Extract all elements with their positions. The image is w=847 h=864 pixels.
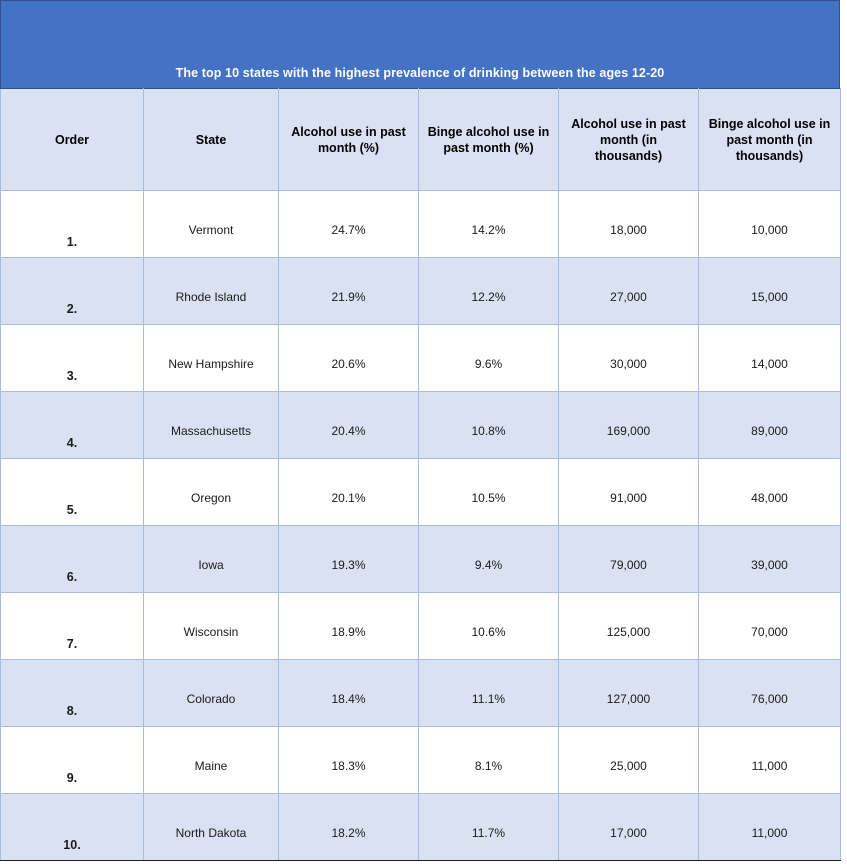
cell-alcohol-pct: 19.3% bbox=[279, 526, 419, 593]
cell-alcohol-thousands: 79,000 bbox=[559, 526, 699, 593]
table-row bbox=[1, 593, 841, 660]
cell-binge-thousands: 15,000 bbox=[699, 258, 841, 325]
table-body bbox=[1, 191, 841, 861]
cell-alcohol-thousands: 27,000 bbox=[559, 258, 699, 325]
cell-alcohol-pct: 20.1% bbox=[279, 459, 419, 526]
cell-binge-thousands: 14,000 bbox=[699, 325, 841, 392]
cell-alcohol-pct: 24.7% bbox=[279, 191, 419, 258]
cell-binge-pct: 8.1% bbox=[419, 727, 559, 794]
cell-state: Iowa bbox=[144, 526, 279, 593]
table-row bbox=[1, 459, 841, 526]
cell-order: 8. bbox=[1, 660, 144, 727]
cell-alcohol-thousands: 127,000 bbox=[559, 660, 699, 727]
table-row bbox=[1, 526, 841, 593]
cell-binge-pct: 9.6% bbox=[419, 325, 559, 392]
cell-alcohol-thousands: 91,000 bbox=[559, 459, 699, 526]
table-row bbox=[1, 258, 841, 325]
cell-alcohol-pct: 18.2% bbox=[279, 794, 419, 861]
column-header-alcohol-pct: Alcohol use in past month (%) bbox=[279, 89, 419, 191]
cell-binge-thousands: 89,000 bbox=[699, 392, 841, 459]
cell-state: Oregon bbox=[144, 459, 279, 526]
cell-binge-pct: 10.5% bbox=[419, 459, 559, 526]
cell-state: Wisconsin bbox=[144, 593, 279, 660]
column-header-order: Order bbox=[1, 89, 144, 191]
cell-alcohol-pct: 21.9% bbox=[279, 258, 419, 325]
cell-order: 4. bbox=[1, 392, 144, 459]
table-row bbox=[1, 727, 841, 794]
table-row bbox=[1, 191, 841, 258]
table-row bbox=[1, 660, 841, 727]
top-states-drinking-table bbox=[0, 88, 841, 861]
table-row bbox=[1, 794, 841, 861]
cell-binge-pct: 11.7% bbox=[419, 794, 559, 861]
cell-alcohol-thousands: 169,000 bbox=[559, 392, 699, 459]
cell-binge-thousands: 10,000 bbox=[699, 191, 841, 258]
page-title: The top 10 states with the highest prevalence of drinking between the ages 12-20 bbox=[175, 66, 665, 81]
cell-state: Maine bbox=[144, 727, 279, 794]
cell-order: 5. bbox=[1, 459, 144, 526]
cell-binge-thousands: 70,000 bbox=[699, 593, 841, 660]
cell-alcohol-pct: 18.3% bbox=[279, 727, 419, 794]
cell-alcohol-pct: 18.4% bbox=[279, 660, 419, 727]
cell-state: New Hampshire bbox=[144, 325, 279, 392]
cell-state: Vermont bbox=[144, 191, 279, 258]
cell-binge-thousands: 11,000 bbox=[699, 727, 841, 794]
table-row bbox=[1, 392, 841, 459]
cell-state: Rhode Island bbox=[144, 258, 279, 325]
cell-binge-thousands: 11,000 bbox=[699, 794, 841, 861]
cell-state: North Dakota bbox=[144, 794, 279, 861]
cell-binge-pct: 10.8% bbox=[419, 392, 559, 459]
cell-state: Colorado bbox=[144, 660, 279, 727]
cell-alcohol-pct: 20.6% bbox=[279, 325, 419, 392]
column-header-alcohol-thousands: Alcohol use in past month (in thousands) bbox=[559, 89, 699, 191]
cell-binge-thousands: 48,000 bbox=[699, 459, 841, 526]
table-head bbox=[1, 89, 841, 191]
cell-binge-pct: 10.6% bbox=[419, 593, 559, 660]
cell-binge-pct: 11.1% bbox=[419, 660, 559, 727]
table-header-row bbox=[1, 89, 841, 191]
cell-binge-pct: 14.2% bbox=[419, 191, 559, 258]
cell-binge-pct: 12.2% bbox=[419, 258, 559, 325]
cell-alcohol-thousands: 18,000 bbox=[559, 191, 699, 258]
cell-order: 9. bbox=[1, 727, 144, 794]
cell-binge-pct: 9.4% bbox=[419, 526, 559, 593]
cell-alcohol-thousands: 17,000 bbox=[559, 794, 699, 861]
column-header-binge-pct: Binge alcohol use in past month (%) bbox=[419, 89, 559, 191]
cell-alcohol-pct: 20.4% bbox=[279, 392, 419, 459]
cell-order: 1. bbox=[1, 191, 144, 258]
table-title-banner bbox=[0, 0, 840, 88]
table-row bbox=[1, 325, 841, 392]
column-header-binge-thousands: Binge alcohol use in past month (in thousands) bbox=[699, 89, 841, 191]
cell-order: 10. bbox=[1, 794, 144, 861]
cell-order: 7. bbox=[1, 593, 144, 660]
cell-alcohol-thousands: 30,000 bbox=[559, 325, 699, 392]
cell-order: 3. bbox=[1, 325, 144, 392]
cell-order: 6. bbox=[1, 526, 144, 593]
column-header-state: State bbox=[144, 89, 279, 191]
cell-binge-thousands: 39,000 bbox=[699, 526, 841, 593]
cell-alcohol-pct: 18.9% bbox=[279, 593, 419, 660]
cell-alcohol-thousands: 25,000 bbox=[559, 727, 699, 794]
cell-alcohol-thousands: 125,000 bbox=[559, 593, 699, 660]
cell-order: 2. bbox=[1, 258, 144, 325]
cell-state: Massachusetts bbox=[144, 392, 279, 459]
cell-binge-thousands: 76,000 bbox=[699, 660, 841, 727]
